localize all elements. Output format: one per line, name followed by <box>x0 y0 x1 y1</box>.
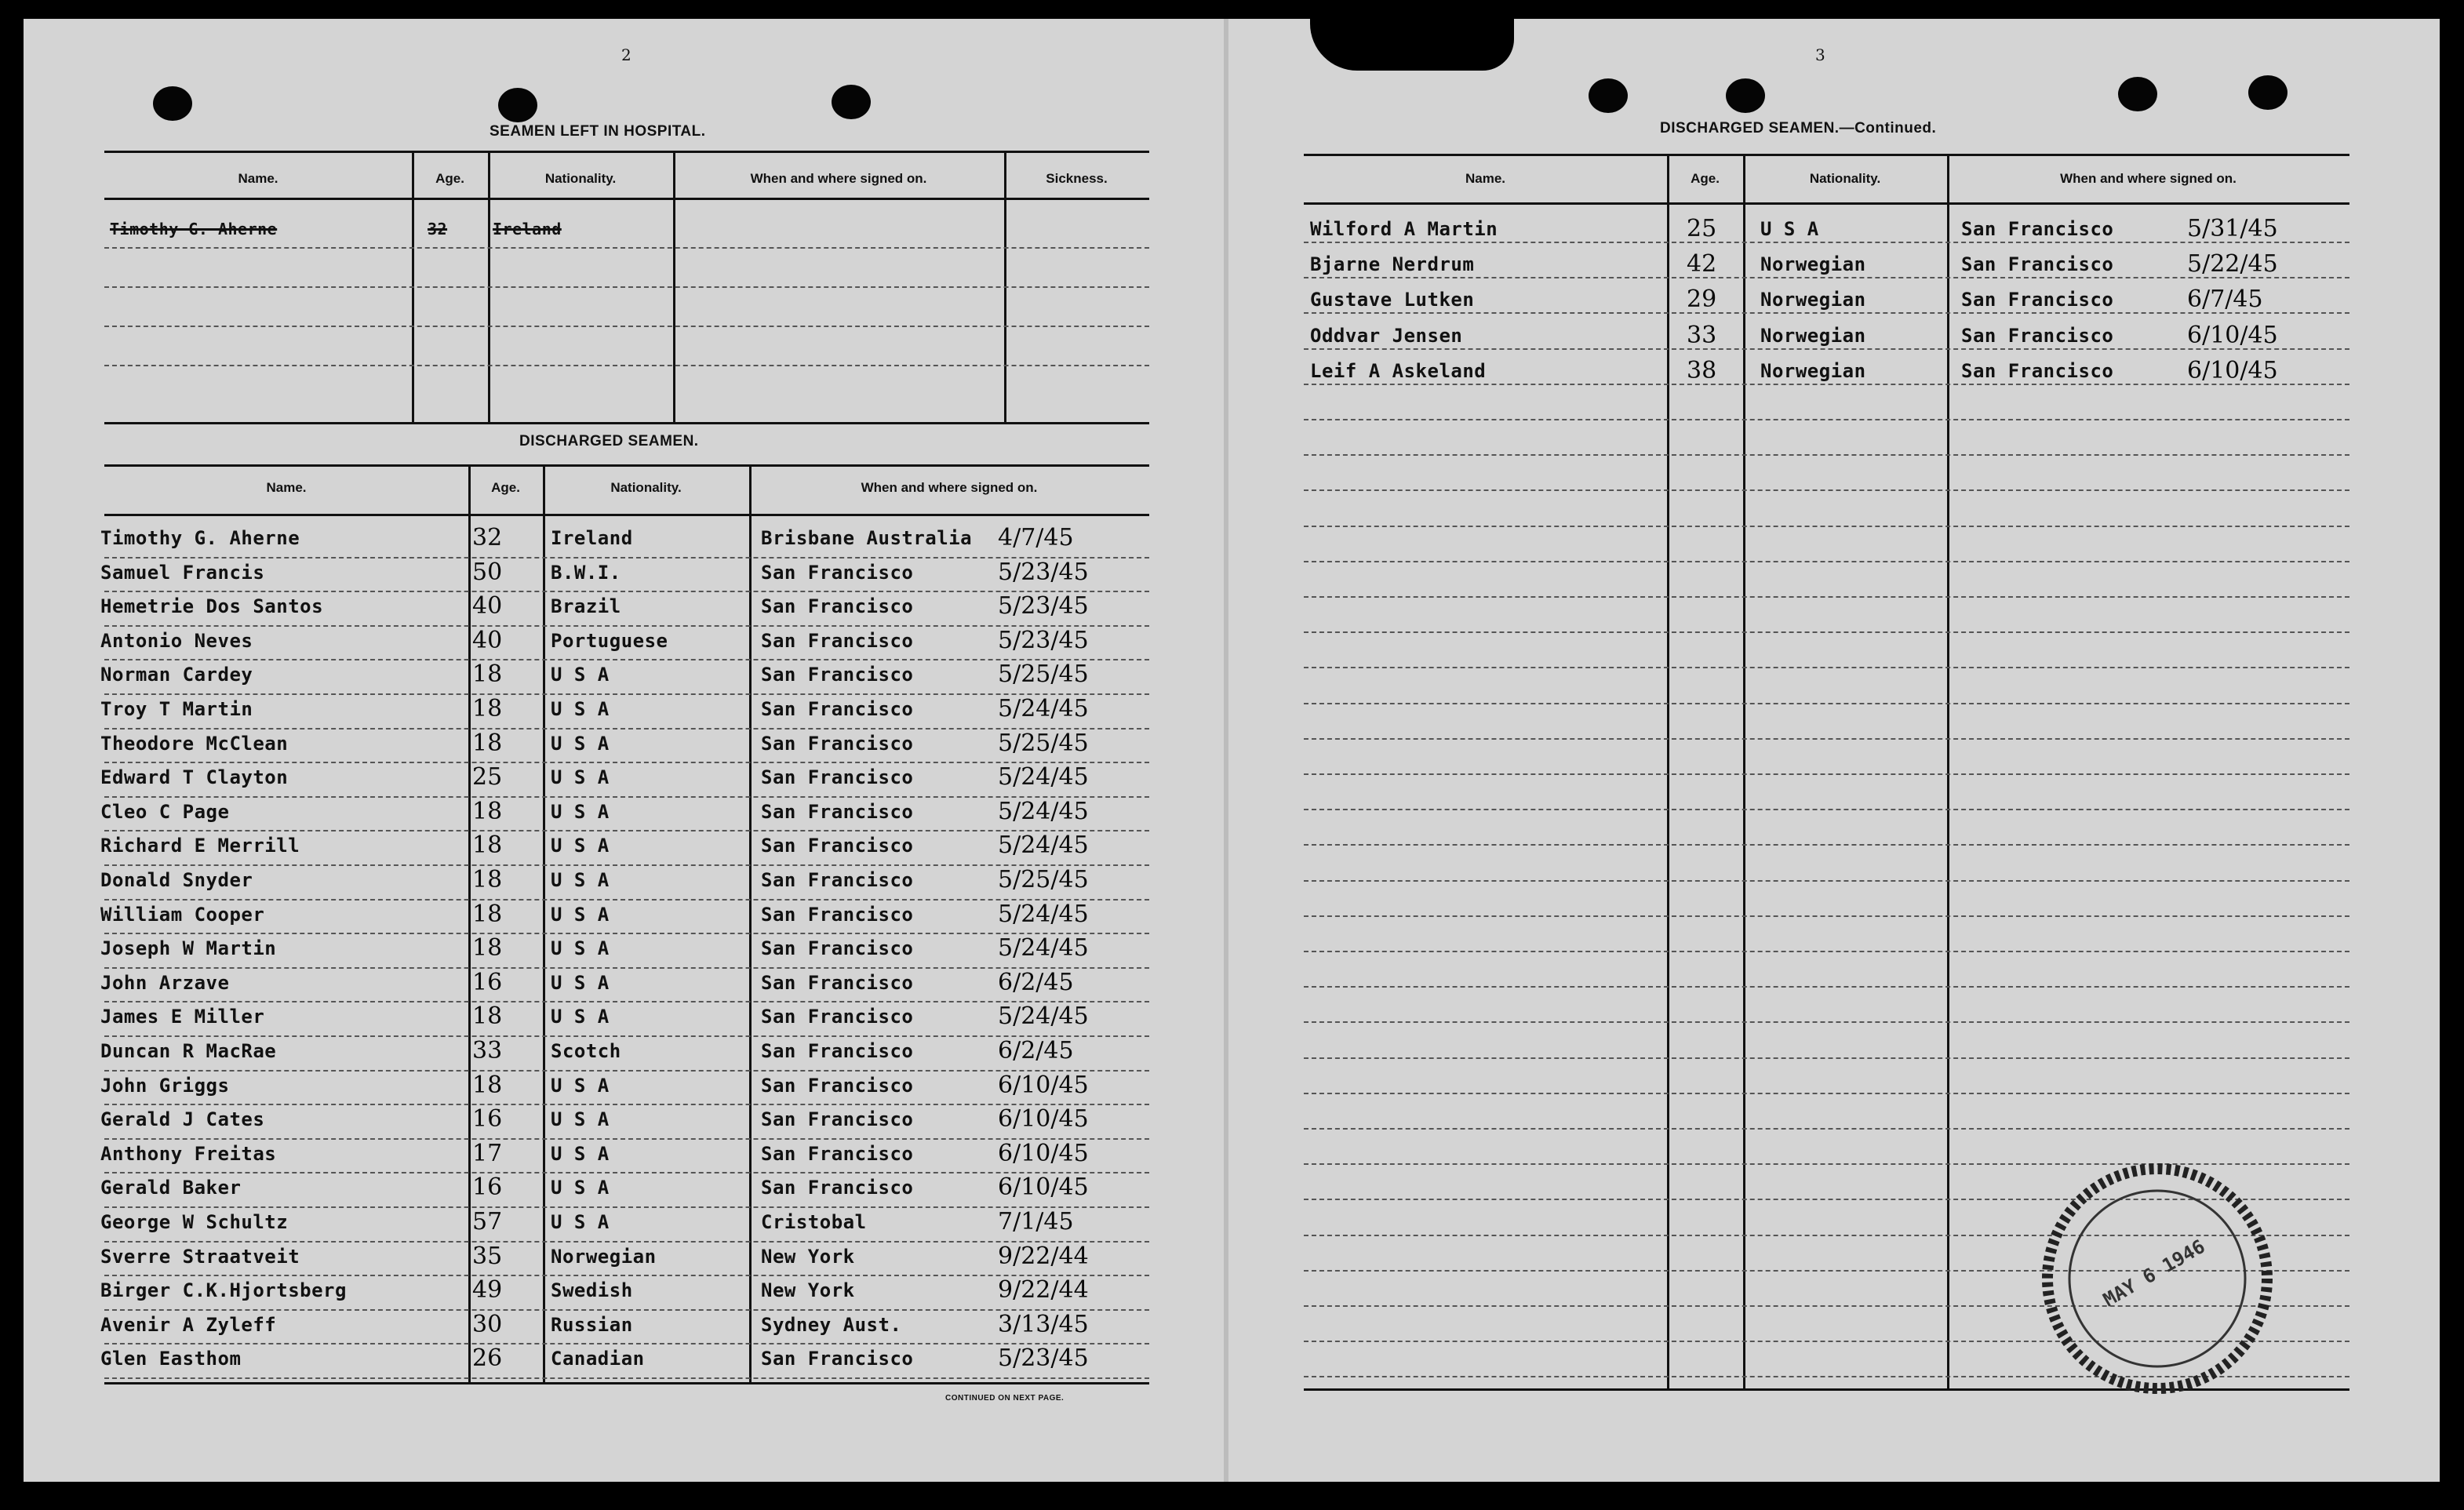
signed-on-date: 5/25/45 <box>998 729 1089 757</box>
seaman-age: 18 <box>472 831 503 860</box>
hospital-title: SEAMEN LEFT IN HOSPITAL. <box>490 123 706 140</box>
signed-on-place: San Francisco <box>761 1177 914 1199</box>
signed-on-place: San Francisco <box>761 698 914 720</box>
row-line <box>1304 703 2349 704</box>
table-rule <box>104 198 1149 200</box>
signed-on-place: San Francisco <box>761 629 914 652</box>
row-line <box>1304 667 2349 668</box>
seaman-name: Cleo C Page <box>100 800 230 823</box>
seaman-age: 42 <box>1687 250 1717 278</box>
seaman-nationality: U S A <box>551 1142 610 1165</box>
row-line <box>104 1241 1149 1243</box>
signed-on-date: 6/2/45 <box>998 1037 1074 1064</box>
row-line <box>104 1309 1149 1311</box>
row-line <box>1304 1057 2349 1059</box>
seaman-name: Troy T Martin <box>100 698 253 720</box>
seaman-nationality: Swedish <box>551 1279 633 1302</box>
row-line <box>1304 419 2349 420</box>
column-divider <box>1667 154 1669 1388</box>
seaman-name: Anthony Freitas <box>100 1142 277 1165</box>
seaman-name: Sverre Straatveit <box>100 1245 300 1268</box>
hospital-name: Timothy G. Aherne <box>110 220 278 238</box>
signed-on-date: 6/10/45 <box>2187 356 2278 384</box>
seaman-nationality: U S A <box>551 1006 610 1028</box>
signed-on-place: San Francisco <box>1961 324 2114 347</box>
seaman-nationality: Norwegian <box>1760 324 1866 347</box>
table-rule <box>104 422 1149 424</box>
row-line <box>104 728 1149 730</box>
seaman-name: Antonio Neves <box>100 629 253 652</box>
seaman-age: 30 <box>472 1310 503 1338</box>
row-line <box>104 247 1149 249</box>
row-line <box>104 693 1149 695</box>
row-line <box>104 830 1149 831</box>
seaman-age: 50 <box>472 558 503 586</box>
seaman-age: 18 <box>472 1002 503 1031</box>
row-line <box>104 591 1149 592</box>
signed-on-place: San Francisco <box>761 1040 914 1062</box>
signed-on-date: 5/25/45 <box>998 660 1089 689</box>
page-number-right: 3 <box>1815 45 1825 64</box>
column-header: Nationality. <box>1809 171 1881 186</box>
row-line <box>104 1138 1149 1140</box>
row-line <box>104 796 1149 798</box>
signed-on-place: San Francisco <box>761 1006 914 1028</box>
binding-hole <box>498 88 537 122</box>
row-line <box>1304 951 2349 952</box>
seaman-name: Bjarne Nerdrum <box>1310 253 1475 276</box>
seaman-age: 18 <box>472 900 503 928</box>
seaman-nationality: Norwegian <box>551 1245 657 1268</box>
column-header: Age. <box>491 480 520 495</box>
row-line <box>104 1206 1149 1208</box>
binding-hole <box>153 86 192 121</box>
row-line <box>1304 809 2349 810</box>
signed-on-date: 5/24/45 <box>998 1002 1089 1031</box>
signed-on-date: 5/23/45 <box>998 592 1089 620</box>
table-rule <box>1304 202 2349 205</box>
stamp-date: MAY 6 1946 <box>2099 1235 2209 1312</box>
signed-on-date: 6/10/45 <box>998 1071 1089 1099</box>
seaman-nationality: U S A <box>551 937 610 960</box>
seaman-nationality: U S A <box>551 903 610 926</box>
seaman-name: Timothy G. Aherne <box>100 527 300 549</box>
binding-hole <box>2118 77 2157 111</box>
table-rule <box>104 514 1149 516</box>
seaman-name: George W Schultz <box>100 1211 289 1233</box>
signed-on-place: San Francisco <box>1961 359 2114 382</box>
signed-on-date: 5/24/45 <box>998 763 1089 791</box>
column-header: Age. <box>435 171 464 186</box>
row-line <box>1304 1021 2349 1023</box>
row-line <box>104 864 1149 866</box>
signed-on-date: 5/23/45 <box>998 1344 1089 1373</box>
row-line <box>1304 844 2349 846</box>
signed-on-place: San Francisco <box>1961 289 2114 311</box>
signed-on-place: San Francisco <box>1961 253 2114 276</box>
discharged-title: DISCHARGED SEAMEN. <box>519 433 699 449</box>
seaman-name: James E Miller <box>100 1006 265 1028</box>
signed-on-place: San Francisco <box>761 1074 914 1097</box>
seaman-nationality: U S A <box>551 1177 610 1199</box>
signed-on-date: 5/24/45 <box>998 695 1089 722</box>
seaman-age: 38 <box>1687 356 1717 384</box>
row-line <box>104 1035 1149 1037</box>
signed-on-place: San Francisco <box>761 937 914 960</box>
column-header: When and where signed on. <box>750 171 927 186</box>
seaman-nationality: B.W.I. <box>551 561 621 584</box>
signed-on-place: Cristobal <box>761 1211 867 1233</box>
signed-on-date: 6/7/45 <box>2187 286 2263 314</box>
column-divider <box>543 464 545 1382</box>
hospital-nationality: Ireland <box>493 220 562 238</box>
seaman-nationality: U S A <box>551 800 610 823</box>
signed-on-place: San Francisco <box>761 664 914 686</box>
receipt-stamp <box>2040 1161 2275 1396</box>
signed-on-place: San Francisco <box>761 732 914 755</box>
signed-on-place: San Francisco <box>761 766 914 789</box>
column-header: When and where signed on. <box>2060 171 2237 186</box>
seaman-name: Avenir A Zyleff <box>100 1313 277 1336</box>
seaman-nationality: U S A <box>551 664 610 686</box>
table-rule <box>104 151 1149 153</box>
signed-on-place: New York <box>761 1245 855 1268</box>
row-line <box>1304 738 2349 740</box>
row-line <box>1304 526 2349 527</box>
row-line <box>104 326 1149 327</box>
seaman-age: 18 <box>472 660 503 689</box>
column-divider <box>1743 154 1745 1388</box>
signed-on-date: 6/10/45 <box>2187 321 2278 349</box>
signed-on-date: 6/2/45 <box>998 968 1074 996</box>
seaman-age: 29 <box>1687 286 1717 314</box>
seaman-age: 33 <box>1687 321 1717 349</box>
signed-on-place: New York <box>761 1279 855 1302</box>
signed-on-date: 5/24/45 <box>998 934 1089 962</box>
seaman-name: Hemetrie Dos Santos <box>100 595 324 618</box>
signed-on-date: 9/22/44 <box>998 1276 1089 1304</box>
torn-edge <box>1310 19 1514 71</box>
row-line <box>104 899 1149 901</box>
signed-on-date: 5/23/45 <box>998 626 1089 654</box>
seaman-name: John Griggs <box>100 1074 230 1097</box>
seaman-age: 18 <box>472 695 503 722</box>
row-line <box>1304 596 2349 598</box>
row-line <box>104 625 1149 627</box>
row-line <box>104 557 1149 559</box>
row-line <box>104 1104 1149 1105</box>
column-divider <box>1947 154 1949 1388</box>
seaman-age: 33 <box>472 1037 503 1064</box>
seaman-name: Duncan R MacRae <box>100 1040 277 1062</box>
signed-on-place: San Francisco <box>761 903 914 926</box>
row-line <box>104 967 1149 969</box>
signed-on-date: 5/25/45 <box>998 866 1089 893</box>
column-header: Age. <box>1691 171 1720 186</box>
row-line <box>1304 773 2349 775</box>
seaman-nationality: Canadian <box>551 1348 645 1370</box>
seaman-name: Richard E Merrill <box>100 835 300 857</box>
signed-on-date: 7/1/45 <box>998 1208 1074 1235</box>
signed-on-place: San Francisco <box>761 561 914 584</box>
seaman-name: Samuel Francis <box>100 561 265 584</box>
column-header: Sickness. <box>1046 171 1108 186</box>
signed-on-place: San Francisco <box>761 1348 914 1370</box>
seaman-name: Joseph W Martin <box>100 937 277 960</box>
signed-on-date: 5/22/45 <box>2187 250 2278 278</box>
seaman-name: Wilford A Martin <box>1310 218 1498 240</box>
seaman-nationality: U S A <box>551 1108 610 1131</box>
seaman-nationality: Scotch <box>551 1040 621 1062</box>
seaman-name: Gerald J Cates <box>100 1108 265 1131</box>
seaman-nationality: U S A <box>551 1211 610 1233</box>
signed-on-date: 4/7/45 <box>998 524 1074 551</box>
signed-on-place: San Francisco <box>761 971 914 994</box>
seaman-age: 35 <box>472 1242 503 1270</box>
signed-on-date: 5/31/45 <box>2187 215 2278 242</box>
column-header: Name. <box>238 171 278 186</box>
seaman-nationality: Brazil <box>551 595 621 618</box>
binding-hole <box>2248 75 2287 110</box>
column-header: Nationality. <box>544 171 617 186</box>
seaman-age: 18 <box>472 1071 503 1099</box>
column-divider <box>468 464 471 1382</box>
signed-on-place: San Francisco <box>761 800 914 823</box>
seaman-nationality: U S A <box>551 766 610 789</box>
row-line <box>1304 454 2349 456</box>
seaman-name: Edward T Clayton <box>100 766 289 789</box>
seaman-age: 16 <box>472 1173 503 1202</box>
row-line <box>104 659 1149 660</box>
seaman-nationality: U S A <box>551 869 610 891</box>
row-line <box>104 762 1149 763</box>
signed-on-place: San Francisco <box>761 1142 914 1165</box>
seaman-name: Norman Cardey <box>100 664 253 686</box>
binding-hole <box>1589 78 1628 113</box>
seaman-nationality: U S A <box>551 835 610 857</box>
row-line <box>1304 631 2349 633</box>
signed-on-place: San Francisco <box>761 1108 914 1131</box>
seaman-nationality: Norwegian <box>1760 359 1866 382</box>
seaman-name: Gustave Lutken <box>1310 289 1475 311</box>
signed-on-place: Sydney Aust. <box>761 1313 902 1336</box>
page-number-left: 2 <box>621 45 631 64</box>
column-header: When and where signed on. <box>861 480 1038 495</box>
row-line <box>1304 880 2349 882</box>
row-line <box>104 1001 1149 1002</box>
signed-on-date: 5/23/45 <box>998 558 1089 586</box>
seaman-age: 49 <box>472 1276 503 1304</box>
signed-on-place: San Francisco <box>761 835 914 857</box>
row-line <box>1304 915 2349 917</box>
seaman-nationality: Ireland <box>551 527 633 549</box>
table-rule <box>1304 154 2349 156</box>
seaman-nationality: U S A <box>1760 218 1819 240</box>
seaman-nationality: Norwegian <box>1760 253 1866 276</box>
row-line <box>104 365 1149 366</box>
seaman-nationality: U S A <box>551 732 610 755</box>
column-header: Name. <box>266 480 307 495</box>
row-line <box>104 1172 1149 1173</box>
page-fold <box>1224 19 1228 1482</box>
seaman-nationality: U S A <box>551 971 610 994</box>
seaman-nationality: Norwegian <box>1760 289 1866 311</box>
seaman-nationality: U S A <box>551 1074 610 1097</box>
signed-on-date: 6/10/45 <box>998 1173 1089 1202</box>
seaman-age: 40 <box>472 626 503 654</box>
row-line <box>104 1070 1149 1072</box>
seaman-age: 32 <box>472 524 503 551</box>
signed-on-date: 6/10/45 <box>998 1105 1089 1133</box>
row-line <box>104 1275 1149 1276</box>
seaman-age: 18 <box>472 729 503 757</box>
signed-on-date: 3/13/45 <box>998 1310 1089 1338</box>
seaman-age: 16 <box>472 1105 503 1133</box>
seaman-name: Leif A Askeland <box>1310 359 1487 382</box>
signed-on-place: San Francisco <box>761 595 914 618</box>
seaman-age: 26 <box>472 1344 503 1373</box>
binding-hole <box>832 85 871 119</box>
seaman-age: 18 <box>472 866 503 893</box>
seaman-age: 57 <box>472 1208 503 1235</box>
seaman-age: 17 <box>472 1139 503 1167</box>
continued-title: DISCHARGED SEAMEN.—Continued. <box>1660 120 1937 136</box>
signed-on-date: 5/24/45 <box>998 831 1089 860</box>
seaman-age: 18 <box>472 934 503 962</box>
binding-hole <box>1726 78 1765 113</box>
hospital-age: 32 <box>428 220 448 238</box>
row-line <box>1304 1093 2349 1094</box>
seaman-name: John Arzave <box>100 971 230 994</box>
seaman-age: 18 <box>472 797 503 825</box>
seaman-age: 25 <box>1687 215 1717 242</box>
signed-on-date: 6/10/45 <box>998 1139 1089 1167</box>
seaman-name: Oddvar Jensen <box>1310 324 1463 347</box>
row-line <box>104 1377 1149 1379</box>
column-divider <box>749 464 752 1382</box>
seaman-name: William Cooper <box>100 903 265 926</box>
seaman-age: 16 <box>472 968 503 996</box>
seaman-name: Birger C.K.Hjortsberg <box>100 1279 347 1302</box>
row-line <box>1304 561 2349 562</box>
seaman-name: Theodore McClean <box>100 732 289 755</box>
row-line <box>104 286 1149 288</box>
column-header: Nationality. <box>610 480 682 495</box>
signed-on-date: 9/22/44 <box>998 1242 1089 1270</box>
table-rule <box>104 1382 1149 1384</box>
seaman-name: Glen Easthom <box>100 1348 242 1370</box>
row-line <box>104 933 1149 934</box>
signed-on-date: 5/24/45 <box>998 797 1089 825</box>
table-rule <box>104 464 1149 467</box>
continued-note: CONTINUED ON NEXT PAGE. <box>945 1394 1065 1403</box>
seaman-nationality: Russian <box>551 1313 633 1336</box>
seaman-name: Gerald Baker <box>100 1177 242 1199</box>
signed-on-place: San Francisco <box>1961 218 2114 240</box>
column-header: Name. <box>1465 171 1506 186</box>
signed-on-place: San Francisco <box>761 869 914 891</box>
signed-on-date: 5/24/45 <box>998 900 1089 928</box>
row-line <box>1304 986 2349 988</box>
row-line <box>1304 1128 2349 1130</box>
seaman-nationality: U S A <box>551 698 610 720</box>
seaman-age: 40 <box>472 592 503 620</box>
signed-on-place: Brisbane Australia <box>761 527 973 549</box>
seaman-name: Donald Snyder <box>100 869 253 891</box>
seaman-nationality: Portuguese <box>551 629 668 652</box>
row-line <box>1304 489 2349 491</box>
seaman-age: 25 <box>472 763 503 791</box>
row-line <box>104 1343 1149 1344</box>
